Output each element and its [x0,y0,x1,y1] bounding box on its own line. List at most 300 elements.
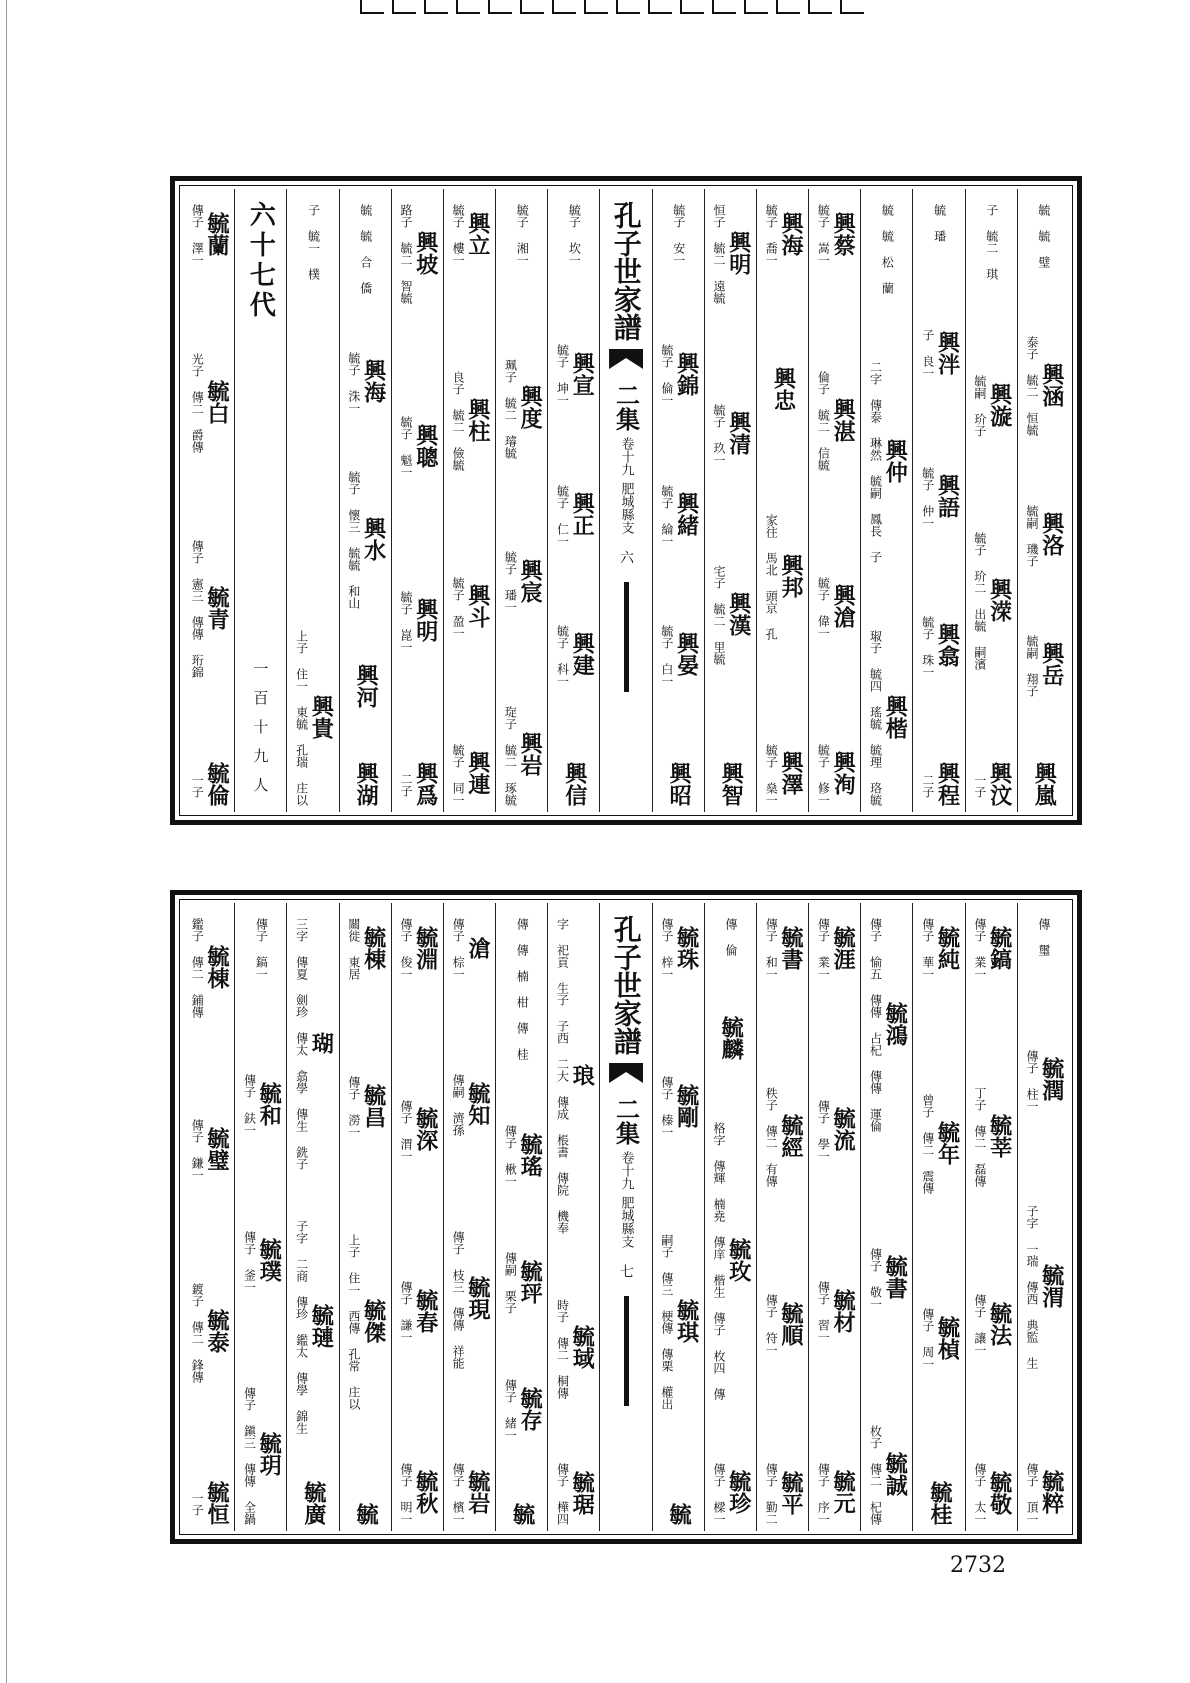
genealogy-entry [711,1119,750,1400]
genealogy-entry [763,1084,802,1187]
genealogy-entry [763,201,802,266]
genealogy-entry [353,663,380,708]
genealogy-entry [868,1245,907,1310]
person-name: 興邦 [777,553,804,598]
person-name: 興澤 [777,751,804,796]
person-name: 毓棟 [204,944,231,989]
person-note: 毓子 洙一 [346,351,361,414]
genealogy-entry [346,1073,385,1138]
person-note: 毓子 湘一 [515,204,530,266]
person-note: 上子 住一 西傳 孔常 庄以 [346,1234,361,1410]
person-name: 興爲 [412,761,439,806]
person-name: 興漩 [986,382,1013,427]
person-note: 鍍子 傳二 鋒傳 [190,1282,205,1383]
genealogy-entry [450,574,489,639]
person-note: 傳子 柱一 [1025,1049,1040,1112]
person-name: 毓年 [934,1120,961,1165]
person-name: 毓和 [256,1081,283,1126]
person-note: 傳子 枝三 傳傳 祥能 [451,1230,466,1369]
genealogy-entry [972,1291,1011,1356]
genealogy-column [339,189,391,812]
person-note: 珮子 毓二 璿毓 [503,358,518,459]
person-name: 毓渭 [1038,1263,1065,1308]
person-name: 毓 [666,1503,693,1525]
genealogy-entry [189,537,231,678]
genealogy-column [756,903,808,1531]
person-note: 倫子 毓二 信毓 [816,371,831,472]
person-note: 光子 傳二 爵傳 [190,353,205,453]
genealogy-entry [301,1481,325,1525]
person-note: 三字 傳夏 劍珍 傳太 翕學 傳生 銑子 [294,918,309,1170]
person-name: 毓流 [830,1107,857,1152]
genealogy-entry [189,350,231,453]
person-note: 傳嗣 濟孫 [451,1074,466,1137]
genealogy-entry [306,201,321,280]
leaf-number: 六 [618,550,635,564]
person-note: 傳子 鎌一 [190,1119,205,1182]
generation-heading: 六十七代 [245,201,276,321]
person-name: 興水 [360,516,387,561]
genealogy-entry [763,741,802,806]
genealogy-entry [920,1305,959,1370]
person-note: 泰子 毓二 恒毓 [1025,336,1040,437]
person-name: 興程 [934,762,961,806]
genealogy-column [808,189,860,812]
genealogy-column [652,903,704,1531]
person-note: 曾子 傳二 震傳 [920,1094,935,1194]
genealogy-entry [1024,1202,1063,1369]
person-name: 毓楨 [934,1315,961,1360]
person-note: 毓子 同一 [451,743,466,806]
person-name: 毓珠 [673,925,700,970]
genealogy-entry [763,1291,802,1356]
genealogy-column [391,189,443,812]
genealogy-entry [346,468,385,609]
person-note: 鑑子 傳二 鋪傳 [190,918,205,1018]
column-grid [183,189,1069,812]
person-note: 傳子 梓一 [659,918,674,980]
genealogy-entry [189,1116,231,1182]
person-name: 興正 [569,492,596,536]
genealogy-column [547,903,599,1531]
genealogy-entry [555,482,594,547]
genealogy-entry [502,1376,544,1441]
person-note: 路子 毓二 智毓 [398,204,413,304]
center-bar [624,1296,629,1406]
fish-tail-mark [609,349,643,369]
person-note: 毓子 偉一 [816,576,831,639]
person-note: 毓子 玠二 出毓 嗣濱 [972,532,987,670]
genealogy-entry [972,762,1011,806]
person-note: 毓子 嵩一 [816,204,831,266]
genealogy-entry [920,915,959,980]
genealogy-entry [763,1460,802,1525]
person-name: 興漢 [725,591,752,636]
person-name: 毓法 [986,1301,1013,1346]
genealogy-entry [659,622,698,687]
genealogy-entry [659,1231,698,1410]
person-name: 毓璧 [204,1126,231,1171]
person-note: 傳子 愉五 傳傳 占杞 傳傳 運倫 [868,918,883,1132]
person-name: 興宣 [569,351,596,396]
fish-tail-mark [609,1063,643,1083]
person-name: 興錦 [673,351,700,396]
person-name: 興語 [934,474,961,518]
genealogy-entry [920,464,959,529]
person-note: 毓子 懷三 毓毓 和山 [346,471,361,609]
person-name: 興宸 [517,558,544,603]
person-note: 傳子 明一 [398,1462,413,1525]
person-name: 毓現 [464,1276,491,1321]
person-name: 毓 [509,1503,536,1525]
genealogy-entry [1032,762,1056,806]
person-name: 興滄 [830,584,857,629]
person-name: 興湖 [353,762,380,806]
genealogy-entry [1024,1047,1063,1112]
person-name: 興河 [353,663,380,708]
genealogy-entry [659,915,698,980]
person-note: 子字 一瑞 傳西 典監 生 [1025,1205,1040,1370]
genealogy-entry [879,201,894,294]
person-name: 興智 [718,761,745,806]
person-name: 毓傑 [360,1298,387,1343]
person-name: 毓璞 [256,1238,283,1283]
genealogy-entry [398,1097,437,1162]
person-name: 興建 [569,632,596,677]
genealogy-entry [562,762,586,806]
person-note: 毓子 魁一 [398,416,413,479]
person-note: 毓子 珠一 [920,615,935,678]
genealogy-entry [555,915,594,1234]
person-note: 傳子 棕一 [451,918,466,980]
person-name: 毓平 [777,1470,804,1515]
person-note: 琡子 毓四 瑤毓 毓理 珞毓 [868,630,883,806]
genealogy-entry [771,367,795,411]
genealogy-column [495,189,547,812]
person-name: 興緒 [673,492,700,536]
genealogy-entry [242,201,279,321]
person-name: 毓涯 [830,925,857,970]
genealogy-entry [189,1480,231,1525]
person-note: 格字 傳輝 楠堯 傳庠 楷生 傳子 枚四 傳 [712,1122,727,1401]
person-note: 傳子 楸一 [503,1125,518,1187]
generation-count: 一百十九人 [251,661,270,806]
person-name: 毓書 [882,1255,909,1299]
genealogy-entry [763,915,802,980]
genealogy-entry [659,482,698,547]
person-note: 毓 璠 [932,204,947,242]
genealogy-entry [920,326,959,379]
person-note: 傳子 釜一 [242,1230,257,1293]
genealogy-column [704,903,756,1531]
center-title-column [599,903,651,1531]
person-name: 毓棟 [360,925,387,970]
person-note: 傳子 樺四 [555,1463,570,1525]
genealogy-entry [294,1217,333,1434]
genealogy-entry [1036,201,1051,268]
person-note: 毓子 倫一 [659,344,674,407]
person-name: 毓潤 [1038,1057,1065,1102]
person-note: 時子 傳二 桐傳 [555,1298,570,1399]
person-note: 毓嗣 玠子 [972,375,987,437]
person-note: 傳子 讓一 [972,1294,987,1356]
genealogy-entry [398,413,437,478]
person-note: 子 毓一 樸 [306,204,321,280]
genealogy-entry [984,201,999,280]
person-name: 興明 [725,230,752,275]
genealogy-entry [189,201,231,266]
genealogy-column [183,903,234,1531]
person-note: 傳子 符一 [764,1294,779,1356]
cropped-header-strip [360,0,880,14]
person-note: 傳子 周一 [920,1308,935,1370]
person-name: 興坡 [412,230,439,275]
genealogy-entry [972,1084,1011,1187]
person-name: 興忠 [770,366,797,411]
person-note: 傳子 習一 [816,1281,831,1344]
person-note: 傳子 鎬一 [254,918,269,980]
genealogy-entry [502,1249,544,1314]
person-note: 毓子 樓一 [451,204,466,266]
volume-label: 卷十九 [618,437,634,476]
person-note: 傳子 俊一 [398,918,413,980]
person-note: 傳子 鎭三 傳傳 全鍋 [242,1386,257,1525]
genealogy-entry [450,1228,489,1369]
person-name: 毓秋 [412,1470,439,1515]
genealogy-entry [815,1278,857,1344]
person-name: 興柱 [464,397,491,442]
person-note: 毓子 崑一 [398,590,413,653]
person-note: 二字 傳泰 琳然 毓嗣 鳳長 子 [868,361,883,563]
genealogy-entry [510,1503,534,1525]
genealogy-column [234,189,286,812]
person-note: 傳子 榛一 [659,1076,674,1138]
genealogy-entry [868,627,907,806]
person-note: 一子 [972,773,987,798]
genealogy-entry [815,201,857,266]
genealogy-entry [659,341,698,406]
person-note: 琁子 毓二 琢毓 [503,705,518,806]
genealogy-entry [514,201,529,266]
person-note: 毓子 科一 [555,624,570,687]
genealogy-entry [241,1228,283,1293]
genealogy-column [912,903,964,1531]
genealogy-entry [358,201,373,294]
genealogy-entry [972,372,1011,437]
person-name: 毓珍 [725,1470,752,1515]
person-name: 興泮 [934,330,961,375]
genealogy-entry [555,1460,594,1525]
center-bar [624,582,629,692]
person-note: 傳子 樑一 [712,1462,727,1525]
genealogy-entry [294,915,333,1170]
leaf-number: 七 [618,1264,635,1278]
genealogy-entry [711,1460,750,1525]
genealogy-entry [555,341,594,406]
person-note: 傳子 頂一 [1025,1462,1040,1525]
person-note: 丁子 傳二 磊傳 [972,1087,987,1187]
genealogy-entry [1024,502,1063,567]
genealogy-entry [566,201,581,266]
person-note: 傳子 業一 [972,918,987,980]
person-name: 毓倫 [204,762,231,806]
person-name: 毓玥 [256,1432,283,1477]
genealogy-column [965,903,1017,1531]
genealogy-column [704,189,756,812]
genealogy-column [860,189,912,812]
person-note: 傳子 學一 [816,1099,831,1162]
genealogy-entry [666,1503,693,1525]
person-note: 傳子 澤一 [190,204,205,266]
genealogy-entry [346,349,385,414]
person-note: 毓嗣 翔子 [1025,634,1040,697]
genealogy-entry [189,762,231,806]
person-name: 琅 [569,1063,596,1086]
person-note: 二子 [920,773,935,798]
genealogy-entry [815,1460,857,1525]
person-note: 宅子 毓二 里毓 [712,565,727,666]
person-note: 一子 [190,773,205,798]
genealogy-entry [711,562,750,665]
person-name: 毓書 [777,925,804,970]
person-note: 傳子 憲三 傳傳 珩錦 [190,540,205,678]
person-note: 傳子 和一 [764,918,779,980]
person-name: 興仲 [882,438,909,483]
person-note: 二子 [398,773,413,798]
genealogy-entry [346,915,385,980]
genealogy-entry [815,1097,857,1162]
person-note: 毓子 坤一 [555,344,570,407]
genealogy-entry [502,1122,544,1187]
genealogy-entry [294,627,333,806]
person-note: 傳子 勤二 [764,1463,779,1525]
person-name: 毓瑤 [517,1132,544,1177]
genealogy-entry [502,703,544,806]
genealogy-column [547,189,599,812]
person-note: 子 良一 [920,329,935,380]
person-name: 毓廣 [300,1481,327,1525]
person-name: 興洵 [830,751,857,796]
genealogy-entry [398,588,437,653]
person-name: 毓 [353,1503,380,1525]
genealogy-column [652,189,704,812]
person-name: 毓知 [464,1081,491,1126]
genealogy-column [808,903,860,1531]
person-note: 毓子 玖一 [712,403,727,466]
person-note: 子 毓二 琪 [984,204,999,280]
genealogy-entry [711,201,750,304]
person-note: 毓子 仁一 [555,484,570,547]
genealogy-entry [514,915,529,1060]
genealogy-entry [972,1460,1011,1525]
genealogy-entry [972,529,1011,670]
person-name: 毓玶 [517,1259,544,1304]
genealogy-column [286,189,338,812]
genealogy-entry [353,1503,380,1525]
genealogy-entry [932,201,947,242]
genealogy-entry [666,762,693,806]
genealogy-entry [555,622,594,687]
person-name: 毓琙 [569,1325,596,1369]
person-note: 傳子 華一 [920,918,935,980]
genealogy-entry [398,1278,437,1343]
person-note: 傳 倫 [723,918,738,956]
person-note: 毓子 璠一 [503,551,518,614]
person-note: 傳子 業一 [816,918,831,980]
column-grid [183,903,1069,1531]
person-name: 毓璉 [308,1303,335,1348]
person-name: 興蔡 [830,211,857,256]
person-name: 毓鴻 [882,1001,909,1046]
genealogy-entry [241,1384,283,1525]
center-title-column [599,189,651,812]
genealogy-entry [1036,915,1051,956]
genealogy-column [912,189,964,812]
person-note: 毓子 燊一 [764,743,779,806]
person-note: 傳子 太一 [972,1463,987,1525]
genealogy-entry [815,574,857,639]
person-name: 毓鎬 [986,925,1013,970]
person-name: 毓泰 [204,1309,231,1354]
person-note: 關徙 東居 [346,918,361,980]
person-name: 毓順 [777,1301,804,1346]
person-note: 枚子 傳二 杞傳 [868,1425,883,1525]
genealogy-entry [502,548,544,614]
person-name: 興溁 [986,577,1013,622]
person-name: 興翕 [934,623,961,668]
person-name: 興昭 [666,762,693,806]
genealogy-entry [450,1460,489,1525]
genealogy-column [339,903,391,1531]
genealogy-entry [502,356,544,459]
genealogy-entry [450,368,489,471]
person-name: 興涵 [1038,362,1065,407]
person-name: 興清 [725,411,752,456]
person-name: 興信 [561,762,588,806]
person-name: 興海 [777,211,804,256]
person-name: 毓粹 [1038,1470,1065,1515]
genealogy-column [443,189,495,812]
genealogy-column [965,189,1017,812]
genealogy-entry [815,915,857,980]
person-name: 興岩 [517,732,544,777]
person-note: 毓子 白一 [659,624,674,687]
person-name: 毓經 [777,1113,804,1158]
genealogy-entry [346,1231,385,1410]
person-name: 毓青 [204,585,231,630]
person-name: 毓桂 [926,1481,953,1525]
person-name: 毓敬 [986,1470,1013,1515]
genealogy-entry [353,762,380,806]
person-name: 興湛 [830,397,857,442]
genealogy-entry [659,1073,698,1138]
genealogy-entry [927,1481,951,1525]
genealogy-entry [250,645,271,806]
person-name: 毓玫 [725,1237,752,1282]
person-name: 毓純 [934,925,961,970]
genealogy-entry [815,368,857,472]
person-name: 興立 [464,211,491,256]
genealogy-entry [398,201,437,304]
person-name: 興晏 [673,632,700,677]
person-name: 毓岩 [464,1470,491,1515]
person-note: 傳 傳 楠 柑 傳 桂 [515,918,530,1060]
genealogy-column [391,903,443,1531]
collection-label: 二集 [611,1097,641,1145]
genealogy-entry [450,741,489,806]
person-name: 毓恒 [204,1480,231,1525]
genealogy-entry [241,1071,283,1137]
